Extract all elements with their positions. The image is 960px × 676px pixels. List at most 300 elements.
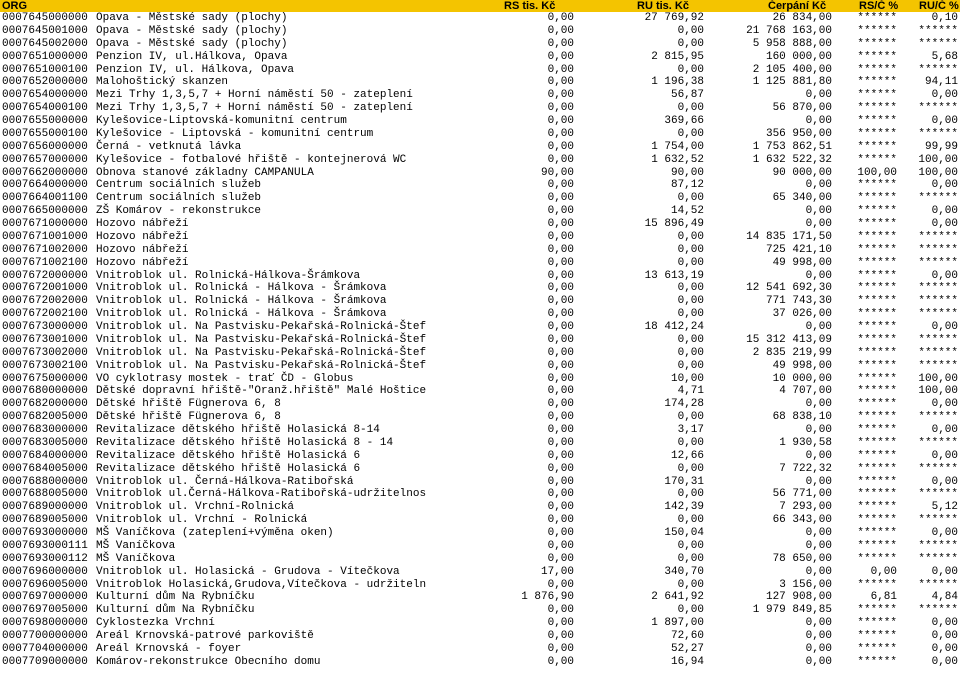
header-rs-ratio: RS/Č % [859,0,899,12]
ru-value: 0,00 [677,308,704,321]
table-row [0,76,960,89]
project-name: Černá - vetknutá lávka [96,140,242,153]
ru-ratio: 100,00 [918,166,958,179]
ru-ratio: ****** [918,552,958,565]
cerpani-value: 0,00 [805,321,832,333]
rs-ratio: ****** [857,385,897,398]
rs-value: 0,00 [547,76,574,89]
table-row [0,115,960,128]
rs-value: 0,00 [547,37,574,50]
rs-value: 0,00 [547,282,574,295]
table-row [0,553,960,566]
rs-ratio: ****** [857,12,897,24]
ru-ratio: 5,68 [931,50,958,63]
ru-ratio: 5,12 [931,501,958,514]
project-name: Opava - Městské sady (plochy) [96,12,288,24]
ru-value: 174,28 [664,398,704,411]
ru-value: 0,00 [677,462,704,475]
org-code: 0007698000000 [2,617,88,630]
table-row [0,128,960,141]
rs-value: 0,00 [547,475,574,488]
rs-value: 0,00 [547,295,574,308]
org-code: 0007656000000 [2,140,88,153]
table-row [0,167,960,180]
org-code: 0007665000000 [2,205,88,218]
ru-ratio: 100,00 [918,153,958,166]
table-row [0,270,960,283]
rs-value: 0,00 [547,321,574,333]
org-code: 0007689000000 [2,501,88,514]
project-name: Kylešovice - fotbalové hřiště - kontejnerová WC [96,153,407,166]
org-code: 0007673002100 [2,359,88,372]
rs-ratio: ****** [857,63,897,76]
ru-ratio: ****** [918,127,958,140]
org-code: 0007697000000 [2,591,88,604]
rs-ratio: ****** [857,37,897,50]
rs-value: 0,00 [547,127,574,140]
rs-value: 0,00 [547,192,574,205]
ru-ratio: ****** [918,192,958,205]
cerpani-value: 1 632 522,32 [752,153,832,166]
cerpani-value: 1 979 849,85 [752,604,832,617]
cerpani-value: 7 293,00 [779,501,832,514]
table-row [0,282,960,295]
project-name: Dětské dopravní hřiště-"Oranž.hřiště" Malé Hoštice [96,385,427,398]
table-row [0,501,960,514]
table-row [0,12,960,25]
cerpani-value: 68 838,10 [772,411,832,424]
ru-ratio: ****** [918,243,958,256]
ru-value: 0,00 [677,514,704,527]
cerpani-value: 4 707,00 [779,385,832,398]
org-code: 0007704000000 [2,642,88,655]
rs-value: 0,00 [547,205,574,218]
rs-ratio: ****** [857,127,897,140]
rs-value: 90,00 [540,166,574,179]
ru-ratio: 0,00 [931,630,958,642]
rs-value: 0,00 [547,501,574,514]
table-row [0,179,960,192]
ru-ratio: 0,00 [931,655,958,668]
header-ru-ratio: RU/Č % [919,0,959,12]
cerpani-value: 0,00 [805,115,832,127]
rs-value: 0,00 [547,102,574,115]
project-name: Vnitroblok Holasická,Grudova,Vítečkova - udržiteln [96,578,427,591]
cerpani-value: 160 000,00 [765,50,832,63]
ru-value: 0,00 [677,411,704,424]
rs-ratio: ****** [857,192,897,205]
cerpani-value: 0,00 [805,179,832,192]
ru-ratio: ****** [918,37,958,50]
table-row [0,205,960,218]
ru-value: 0,00 [677,295,704,308]
org-code: 0007693000000 [2,527,88,539]
ru-value: 369,66 [664,115,704,127]
org-code: 0007672001000 [2,282,88,295]
rs-value: 0,00 [547,140,574,153]
ru-ratio: 0,00 [931,449,958,462]
rs-ratio: ****** [857,230,897,243]
cerpani-value: 21 768 163,00 [746,24,832,37]
rs-ratio: ****** [857,436,897,449]
cerpani-value: 0,00 [805,630,832,642]
cerpani-value: 56 870,00 [772,102,832,115]
rs-ratio: ****** [857,398,897,411]
rs-value: 17,00 [540,565,574,578]
table-row [0,154,960,167]
project-name: Centrum sociálních služeb [96,179,262,192]
ru-value: 15 896,49 [644,218,704,230]
rs-ratio: 100,00 [857,166,897,179]
rs-ratio: ****** [857,205,897,218]
org-code: 0007697005000 [2,604,88,617]
rs-value: 0,00 [547,372,574,385]
cerpani-value: 49 998,00 [772,359,832,372]
table-row [0,617,960,630]
ru-ratio: ****** [918,359,958,372]
ru-ratio: 99,99 [924,140,958,153]
project-name: Vnitroblok ul. Vrchní - Rolnická [96,514,308,527]
cerpani-value: 5 958 888,00 [752,37,832,50]
rs-ratio: ****** [857,462,897,475]
table-row [0,218,960,231]
org-code: 0007655000100 [2,127,88,140]
rs-value: 0,00 [547,385,574,398]
table-row [0,630,960,643]
ru-value: 150,04 [664,527,704,539]
ru-value: 0,00 [677,578,704,591]
rs-ratio: ****** [857,372,897,385]
table-row [0,244,960,257]
table-row [0,321,960,334]
project-name: Vnitroblok ul. Na Pastvisku-Pekařská-Rolnická-Štef [96,333,427,346]
project-name: Vnitroblok ul. Rolnická - Hálkova - Šrámkova [96,308,387,321]
table-body [0,12,960,669]
ru-ratio: 0,00 [931,475,958,488]
table-row [0,579,960,592]
rs-value: 0,00 [547,488,574,501]
rs-value: 0,00 [547,115,574,127]
ru-value: 27 769,92 [644,12,704,24]
project-name: Kylešovice - Liptovská - komunitní centrum [96,127,374,140]
ru-value: 52,27 [670,642,704,655]
rs-value: 0,00 [547,552,574,565]
rs-value: 0,00 [547,617,574,630]
cerpani-value: 0,00 [805,655,832,668]
project-name: Vnitroblok ul. Na Pastvisku-Pekařská-Rolnická-Štef [96,321,427,333]
ru-value: 3,17 [677,424,704,436]
cerpani-value: 7 722,32 [779,462,832,475]
table-row [0,476,960,489]
ru-ratio: ****** [918,462,958,475]
rs-ratio: ****** [857,604,897,617]
rs-ratio: ****** [857,115,897,127]
ru-value: 0,00 [677,604,704,617]
rs-ratio: ****** [857,76,897,89]
table-row [0,141,960,154]
org-code: 0007654000000 [2,89,88,102]
cerpani-value: 65 340,00 [772,192,832,205]
rs-ratio: ****** [857,578,897,591]
table-row [0,398,960,411]
cerpani-value: 26 834,00 [772,12,832,24]
rs-ratio: ****** [857,617,897,630]
project-name: Kulturní dům Na Rybníčku [96,591,255,604]
rs-ratio: ****** [857,256,897,269]
ru-value: 87,12 [670,179,704,192]
ru-ratio: 0,00 [931,565,958,578]
rs-value: 0,00 [547,230,574,243]
project-name: MŠ Vaníčkova [96,539,176,552]
cerpani-value: 66 343,00 [772,514,832,527]
org-code: 0007662000000 [2,166,88,179]
cerpani-value: 0,00 [805,449,832,462]
project-name: Malohoštický skanzen [96,76,229,89]
rs-value: 0,00 [547,436,574,449]
rs-ratio: ****** [857,179,897,192]
org-code: 0007664000000 [2,179,88,192]
org-code: 0007645002000 [2,37,88,50]
rs-ratio: 6,81 [870,591,897,604]
table-row [0,192,960,205]
rs-value: 0,00 [547,89,574,102]
ru-value: 0,00 [677,488,704,501]
project-name: Vnitroblok ul. Vrchní-Rolnická [96,501,295,514]
rs-value: 0,00 [547,604,574,617]
ru-value: 0,00 [677,24,704,37]
rs-value: 0,00 [547,269,574,282]
rs-ratio: ****** [857,449,897,462]
ru-value: 0,00 [677,359,704,372]
project-name: Vnitroblok ul. Holasická - Grudova - Vítečkova [96,565,400,578]
table-row [0,64,960,77]
rs-ratio: ****** [857,282,897,295]
rs-ratio: ****** [857,308,897,321]
org-code: 0007654000100 [2,102,88,115]
rs-ratio: ****** [857,243,897,256]
rs-ratio: ****** [857,50,897,63]
table-row [0,411,960,424]
ru-ratio: 100,00 [918,372,958,385]
org-code: 0007672000000 [2,269,88,282]
project-name: Revitalizace dětského hřiště Holasická 6 [96,462,361,475]
ru-ratio: ****** [918,578,958,591]
ru-value: 1 632,52 [651,153,704,166]
rs-ratio: ****** [857,140,897,153]
cerpani-value: 1 753 862,51 [752,140,832,153]
rs-value: 0,00 [547,539,574,552]
rs-ratio: ****** [857,488,897,501]
ru-value: 10,00 [670,372,704,385]
ru-ratio: ****** [918,230,958,243]
org-code: 0007651000000 [2,50,88,63]
rs-ratio: ****** [857,539,897,552]
project-name: Kylešovice-Liptovská-komunitní centrum [96,115,347,127]
table-row [0,102,960,115]
table-row [0,334,960,347]
ru-ratio: ****** [918,411,958,424]
cerpani-value: 14 835 171,50 [746,230,832,243]
project-name: Mezi Trhy 1,3,5,7 + Horní náměstí 50 - zateplení [96,102,413,115]
project-name: Revitalizace dětského hřiště Holasická 6 [96,449,361,462]
rs-ratio: ****** [857,527,897,539]
rs-ratio: ****** [857,295,897,308]
cerpani-value: 0,00 [805,617,832,630]
org-code: 0007696005000 [2,578,88,591]
project-name: Dětské hřiště Fügnerova 6, 8 [96,398,281,411]
ru-ratio: ****** [918,488,958,501]
ru-ratio: ****** [918,333,958,346]
table-row [0,373,960,386]
rs-ratio: ****** [857,218,897,230]
rs-ratio: ****** [857,102,897,115]
ru-ratio: ****** [918,63,958,76]
rs-value: 0,00 [547,153,574,166]
ru-ratio: 0,00 [931,269,958,282]
cerpani-value: 0,00 [805,475,832,488]
table-row [0,566,960,579]
rs-value: 0,00 [547,630,574,642]
table-row [0,89,960,102]
ru-ratio: 0,00 [931,527,958,539]
ru-value: 90,00 [670,166,704,179]
org-code: 0007673000000 [2,321,88,333]
rs-ratio: ****** [857,153,897,166]
project-name: Areál Krnovská-patrové parkoviště [96,630,314,642]
org-code: 0007696000000 [2,565,88,578]
cerpani-value: 1 125 881,80 [752,76,832,89]
rs-ratio: ****** [857,475,897,488]
org-code: 0007671002000 [2,243,88,256]
org-code: 0007673002000 [2,346,88,359]
ru-value: 0,00 [677,346,704,359]
rs-ratio: ****** [857,514,897,527]
table-row [0,347,960,360]
ru-ratio: 4,84 [931,591,958,604]
project-name: Penzion IV, ul.Hálkova, Opava [96,50,288,63]
rs-ratio: ****** [857,501,897,514]
project-name: Kulturní dům Na Rybníčku [96,604,255,617]
project-name: Hozovo nábřeží [96,256,189,269]
ru-value: 0,00 [677,243,704,256]
ru-value: 170,31 [664,475,704,488]
ru-ratio: ****** [918,514,958,527]
rs-value: 0,00 [547,179,574,192]
table-row [0,25,960,38]
project-name: Revitalizace dětského hřiště Holasická 8-14 [96,424,380,436]
rs-ratio: ****** [857,655,897,668]
ru-value: 1 196,38 [651,76,704,89]
ru-ratio: 0,00 [931,424,958,436]
ru-value: 0,00 [677,37,704,50]
ru-value: 0,00 [677,256,704,269]
ru-value: 4,71 [677,385,704,398]
ru-ratio: ****** [918,539,958,552]
ru-ratio: 0,00 [931,179,958,192]
rs-value: 0,00 [547,527,574,539]
rs-value: 0,00 [547,63,574,76]
project-name: Vnitroblok ul. Na Pastvisku-Pekařská-Rolnická-Štef [96,346,427,359]
ru-ratio: 0,00 [931,398,958,411]
cerpani-value: 0,00 [805,218,832,230]
cerpani-value: 90 000,00 [772,166,832,179]
project-name: Vnitroblok ul. Rolnická - Hálkova - Šrámkova [96,295,387,308]
org-code: 0007671001000 [2,230,88,243]
cerpani-value: 12 541 692,30 [746,282,832,295]
org-code: 0007683005000 [2,436,88,449]
table-row [0,424,960,437]
ru-value: 18 412,24 [644,321,704,333]
ru-ratio: ****** [918,24,958,37]
rs-value: 0,00 [547,642,574,655]
table-row [0,308,960,321]
rs-value: 0,00 [547,359,574,372]
ru-value: 0,00 [677,436,704,449]
rs-ratio: ****** [857,321,897,333]
rs-ratio: ****** [857,24,897,37]
cerpani-value: 3 156,00 [779,578,832,591]
org-code: 0007683000000 [2,424,88,436]
table-row [0,257,960,270]
rs-ratio: 0,00 [870,565,897,578]
org-code: 0007652000000 [2,76,88,89]
org-code: 0007693000111 [2,539,88,552]
ru-ratio: ****** [918,256,958,269]
ru-value: 0,00 [677,552,704,565]
project-name: Opava - Městské sady (plochy) [96,37,288,50]
org-code: 0007682005000 [2,411,88,424]
cerpani-value: 56 771,00 [772,488,832,501]
ru-ratio: 0,00 [931,218,958,230]
ru-value: 340,70 [664,565,704,578]
ru-value: 0,00 [677,127,704,140]
cerpani-value: 0,00 [805,424,832,436]
ru-ratio: 0,00 [931,89,958,102]
project-name: Revitalizace dětského hřiště Holasická 8 - 14 [96,436,394,449]
project-name: Hozovo nábřeží [96,218,189,230]
ru-ratio: ****** [918,308,958,321]
table-row [0,295,960,308]
org-code: 0007651000100 [2,63,88,76]
project-name: Opava - Městské sady (plochy) [96,24,288,37]
cerpani-value: 10 000,00 [772,372,832,385]
ru-value: 14,52 [670,205,704,218]
table-header [0,0,960,12]
org-code: 0007688005000 [2,488,88,501]
project-name: Hozovo nábřeží [96,243,189,256]
project-name: Hozovo nábřeží [96,230,189,243]
rs-value: 0,00 [547,655,574,668]
cerpani-value: 0,00 [805,527,832,539]
cerpani-value: 0,00 [805,642,832,655]
cerpani-value: 0,00 [805,398,832,411]
ru-value: 1 897,00 [651,617,704,630]
org-code: 0007689005000 [2,514,88,527]
header-rs: RS tis. Kč [504,0,556,12]
org-code: 0007645001000 [2,24,88,37]
ru-value: 56,87 [670,89,704,102]
project-name: Vnitroblok ul. Na Pastvisku-Pekařská-Rolnická-Štef [96,359,427,372]
project-name: Vnitroblok ul.Černá-Hálkova-Ratibořská-udržitelnos [96,488,427,501]
cerpani-value: 0,00 [805,205,832,218]
table-row [0,514,960,527]
project-name: Vnitroblok ul. Černá-Hálkova-Ratibořská [96,475,354,488]
ru-value: 16,94 [670,655,704,668]
project-name: Cyklostezka Vrchní [96,617,215,630]
ru-value: 0,00 [677,282,704,295]
org-code: 0007693000112 [2,552,88,565]
rs-value: 0,00 [547,50,574,63]
